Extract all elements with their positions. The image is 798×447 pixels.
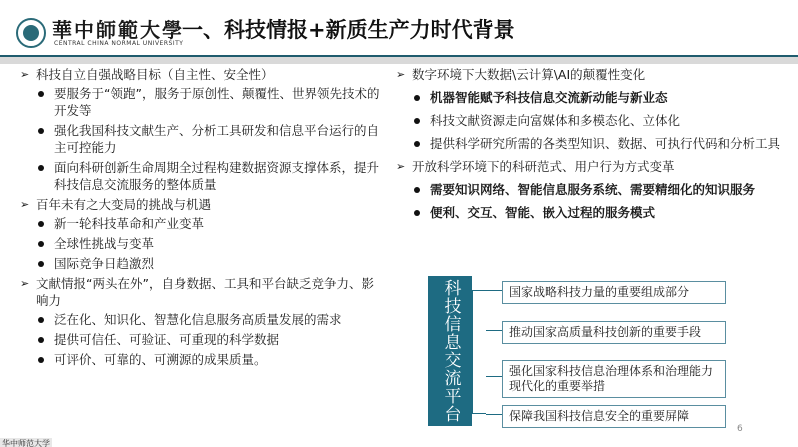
list-item: 全球性挑战与变革 (20, 235, 380, 252)
right-column (396, 66, 781, 227)
slide-header (0, 0, 798, 56)
bullet-dot-icon (38, 128, 44, 134)
arrow-bullet-icon: ➢ (20, 198, 30, 211)
list-item: 便利、交互、智能、嵌入过程的服务模式 (396, 204, 781, 221)
arrow-bullet-icon: ➢ (396, 68, 406, 81)
connector-tick (486, 330, 502, 331)
connector-tick (486, 376, 502, 377)
bullet-dot-icon (38, 261, 44, 267)
platform-item-box: 推动国家高质量科技创新的重要手段 (502, 321, 726, 344)
platform-item-box: 强化国家科技信息治理体系和治理能力现代化的重要举措 (502, 360, 726, 398)
arrow-bullet-icon: ➢ (20, 277, 30, 290)
platform-label-box: 科技信息交流平台 (428, 276, 472, 426)
left-column (20, 66, 380, 371)
list-item: 机器智能赋予科技信息交流新动能与新业态 (396, 89, 781, 106)
bullet-dot-icon (38, 165, 44, 171)
bullet-dot-icon (414, 95, 420, 101)
arrow-bullet-icon: ➢ (20, 68, 30, 81)
platform-item-box: 保障我国科技信息安全的重要屏障 (502, 405, 726, 428)
section-heading: ➢ 文献情报“两头在外”，自身数据、工具和平台缺乏竞争力、影响力 (20, 276, 374, 308)
list-item: 可评价、可靠的、可溯源的成果质量。 (20, 351, 380, 368)
list-item: 新一轮科技革命和产业变革 (20, 215, 380, 232)
bullet-dot-icon (38, 337, 44, 343)
page-title: 一、科技情报+新质生产力时代背景 (182, 18, 515, 42)
connector-tick (486, 290, 502, 291)
bullet-dot-icon (38, 241, 44, 247)
list-item: 国际竞争日趋激烈 (20, 255, 380, 272)
bullet-dot-icon (414, 141, 420, 147)
connector-tick (486, 414, 502, 415)
university-logo-text: 華中師範大學 (52, 18, 184, 42)
bullet-dot-icon (38, 91, 44, 97)
list-item: 提供科学研究所需的各类型知识、数据、可执行代码和分析工具 (396, 135, 781, 152)
section-heading: ➢ 开放科学环境下的科研范式、用户行为方式变革 (396, 159, 675, 174)
bullet-dot-icon (414, 118, 420, 124)
section-heading: ➢ 科技自立自强战略目标（自主性、安全性） (20, 67, 274, 82)
list-item: 泛在化、知识化、智慧化信息服务高质量发展的需求 (20, 311, 380, 328)
list-item: 提供可信任、可验证、可重现的科学数据 (20, 331, 380, 348)
section-heading: ➢ 数字环境下大数据\云计算\AI的颠覆性变化 (396, 67, 646, 82)
platform-item-box: 国家战略科技力量的重要组成部分 (502, 281, 726, 304)
list-item: 要服务于“领跑”，服务于原创性、颠覆性、世界领先技术的开发等 (20, 85, 380, 119)
arrow-bullet-icon: ➢ (396, 160, 406, 173)
list-item: 强化我国科技文献生产、分析工具研发和信息平台运行的自主可控能力 (20, 122, 380, 156)
bullet-dot-icon (38, 357, 44, 363)
university-seal-icon (16, 18, 46, 48)
bullet-dot-icon (38, 221, 44, 227)
section-heading: ➢ 百年未有之大变局的挑战与机遇 (20, 197, 212, 212)
corner-watermark: 华中师范大学 (2, 439, 50, 447)
header-band (0, 57, 798, 64)
bracket-connector (472, 290, 486, 414)
bullet-dot-icon (414, 210, 420, 216)
list-item: 需要知识网络、智能信息服务系统、需要精细化的知识服务 (396, 181, 781, 198)
university-logo-english: CENTRAL CHINA NORMAL UNIVERSITY (54, 40, 184, 47)
list-item: 科技文献资源走向富媒体和多模态化、立体化 (396, 112, 781, 129)
list-item: 面向科研创新生命周期全过程构建数据资源支撑体系，提升科技信息交流服务的整体质量 (20, 159, 380, 193)
bullet-dot-icon (38, 317, 44, 323)
bullet-dot-icon (414, 187, 420, 193)
page-number: 6 (737, 424, 743, 434)
